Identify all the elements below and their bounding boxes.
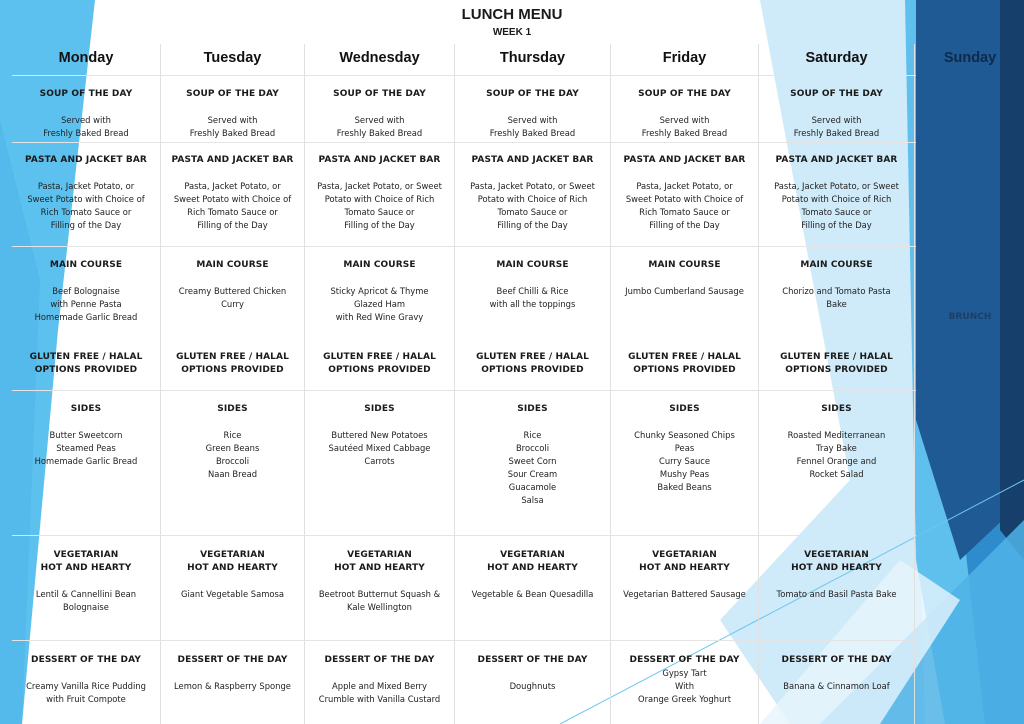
section-heading-soup: SOUP OF THE DAY xyxy=(790,89,883,99)
menu-cell-sides xyxy=(613,403,756,494)
section-heading-sides: SIDES xyxy=(669,404,700,414)
section-heading-sides: SIDES xyxy=(217,404,248,414)
menu-cell-gluten xyxy=(761,351,912,390)
section-heading-dessert: DESSERT OF THE DAY xyxy=(781,655,892,665)
menu-cell-soup xyxy=(457,88,608,140)
menu-item-pasta: Pasta, Jacket Potato, or Sweet Potato with Choice of Rich Tomato Sauce or Filling of the Day xyxy=(173,181,292,230)
menu-item-veg: Giant Vegetable Samosa xyxy=(180,589,284,599)
menu-item-sides: Roasted Mediterranean Tray Bake Fennel Orange and Rocket Salad xyxy=(787,430,886,479)
section-heading-soup: SOUP OF THE DAY xyxy=(486,89,579,99)
menu-item-veg: Lentil & Cannellini Bean Bolognaise xyxy=(35,589,137,612)
menu-cell-veg xyxy=(14,549,158,614)
menu-item-sides: Chunky Seasoned Chips Peas Curry Sauce Mushy Peas Baked Beans xyxy=(634,430,735,492)
section-heading-soup: SOUP OF THE DAY xyxy=(39,89,133,99)
menu-item-soup: Served with Freshly Baked Bread xyxy=(189,115,276,138)
menu-cell-veg xyxy=(307,549,452,614)
sunday-brunch: BRUNCH xyxy=(948,312,992,322)
menu-item-main: Beef Bolognaise with Penne Pasta Homemade Garlic Bread xyxy=(34,286,138,322)
menu-cell-sides xyxy=(307,403,452,468)
menu-item-pasta: Pasta, Jacket Potato, or Sweet Potato with Choice of Rich Tomato Sauce or Filling of the Day xyxy=(625,181,744,230)
menu-cell-soup xyxy=(163,88,302,140)
section-heading-pasta: PASTA AND JACKET BAR xyxy=(171,155,294,165)
day-column-monday xyxy=(12,0,160,724)
section-heading-veg: VEGETARIAN HOT AND HEARTY xyxy=(639,550,730,573)
menu-cell-pasta xyxy=(14,154,158,232)
section-heading-gluten: GLUTEN FREE / HALAL OPTIONS PROVIDED xyxy=(176,352,289,375)
section-heading-gluten: GLUTEN FREE / HALAL OPTIONS PROVIDED xyxy=(780,352,893,375)
menu-cell-pasta xyxy=(307,154,452,232)
section-heading-main: MAIN COURSE xyxy=(343,260,416,270)
menu-cell-sides xyxy=(761,403,912,481)
menu-cell-gluten xyxy=(163,351,302,390)
section-heading-veg: VEGETARIAN HOT AND HEARTY xyxy=(40,550,132,573)
menu-item-pasta: Pasta, Jacket Potato, or Sweet Potato with Choice of Rich Tomato Sauce or Filling of the Day xyxy=(317,181,442,230)
section-heading-veg: VEGETARIAN HOT AND HEARTY xyxy=(487,550,578,573)
menu-cell-dessert xyxy=(613,654,756,706)
menu-item-main: Chorizo and Tomato Pasta Bake xyxy=(782,286,891,309)
menu-cell-veg xyxy=(761,549,912,601)
section-heading-dessert: DESSERT OF THE DAY xyxy=(31,655,141,665)
day-column-thursday xyxy=(455,0,610,724)
menu-cell-soup xyxy=(14,88,158,140)
menu-item-veg: Tomato and Basil Pasta Bake xyxy=(776,589,897,599)
section-heading-sides: SIDES xyxy=(517,404,548,414)
section-heading-gluten: GLUTEN FREE / HALAL OPTIONS PROVIDED xyxy=(323,352,436,375)
menu-cell-pasta xyxy=(163,154,302,232)
menu-cell-sides xyxy=(457,403,608,507)
menu-item-veg: Vegetarian Battered Sausage xyxy=(623,589,746,599)
section-heading-main: MAIN COURSE xyxy=(648,260,721,270)
day-header-thursday: Thursday xyxy=(499,50,566,66)
section-heading-main: MAIN COURSE xyxy=(196,260,269,270)
menu-item-pasta: Pasta, Jacket Potato, or Sweet Potato with Choice of Rich Tomato Sauce or Filling of the Day xyxy=(774,181,899,230)
menu-item-dessert: Lemon & Raspberry Sponge xyxy=(174,681,291,691)
menu-cell-soup xyxy=(307,88,452,140)
menu-item-dessert: Banana & Cinnamon Loaf xyxy=(783,681,890,691)
menu-item-dessert: Apple and Mixed Berry Crumble with Vanilla Custard xyxy=(318,681,441,704)
day-header-wednesday: Wednesday xyxy=(339,50,420,66)
menu-cell-soup xyxy=(613,88,756,140)
menu-cell-pasta xyxy=(613,154,756,232)
day-column-sunday xyxy=(916,0,1024,724)
menu-cell-veg xyxy=(613,549,756,601)
menu-cell-gluten xyxy=(307,351,452,390)
menu-cell-dessert xyxy=(14,654,158,706)
menu-item-soup: Served with Freshly Baked Bread xyxy=(641,115,728,138)
day-column-friday xyxy=(611,0,758,724)
section-heading-dessert: DESSERT OF THE DAY xyxy=(477,655,588,665)
menu-item-sides: Buttered New Potatoes Sautéed Mixed Cabbage Carrots xyxy=(328,430,431,466)
menu-item-dessert: Doughnuts xyxy=(509,681,556,691)
section-heading-pasta: PASTA AND JACKET BAR xyxy=(25,155,147,165)
day-header-tuesday: Tuesday xyxy=(203,50,262,66)
day-column-wednesday xyxy=(305,0,454,724)
menu-item-sides: Butter Sweetcorn Steamed Peas Homemade Garlic Bread xyxy=(34,430,138,466)
section-heading-veg: VEGETARIAN HOT AND HEARTY xyxy=(334,550,425,573)
menu-item-main: Sticky Apricot & Thyme Glazed Ham with Red Wine Gravy xyxy=(330,286,429,322)
menu-cell-veg xyxy=(457,549,608,601)
section-heading-main: MAIN COURSE xyxy=(496,260,569,270)
menu-item-main: Creamy Buttered Chicken Curry xyxy=(178,286,287,309)
section-heading-sides: SIDES xyxy=(70,404,102,414)
menu-item-sides: Rice Broccoli Sweet Corn Sour Cream Guacamole Salsa xyxy=(507,430,558,505)
menu-item-soup: Served with Freshly Baked Bread xyxy=(489,115,576,138)
menu-cell-gluten xyxy=(457,351,608,390)
section-heading-gluten: GLUTEN FREE / HALAL OPTIONS PROVIDED xyxy=(628,352,741,375)
menu-item-main: Jumbo Cumberland Sausage xyxy=(625,286,744,296)
menu-item-main: Beef Chilli & Rice with all the toppings xyxy=(489,286,576,309)
menu-cell-main xyxy=(14,259,158,324)
section-heading-veg: VEGETARIAN HOT AND HEARTY xyxy=(791,550,882,573)
menu-item-veg: Beetroot Butternut Squash & Kale Wellington xyxy=(318,589,441,612)
menu-cell-main xyxy=(457,259,608,311)
section-heading-sides: SIDES xyxy=(364,404,395,414)
menu-cell-gluten xyxy=(613,351,756,390)
section-heading-dessert: DESSERT OF THE DAY xyxy=(177,655,288,665)
day-header-friday: Friday xyxy=(662,50,707,66)
grid-vline xyxy=(914,44,915,724)
section-heading-veg: VEGETARIAN HOT AND HEARTY xyxy=(187,550,278,573)
menu-cell-sides xyxy=(14,403,158,468)
menu-cell-main xyxy=(307,259,452,324)
menu-item-pasta: Pasta, Jacket Potato, or Sweet Potato with Choice of Rich Tomato Sauce or Filling of the Day xyxy=(470,181,595,230)
menu-cell-sides xyxy=(163,403,302,481)
menu-item-soup: Served with Freshly Baked Bread xyxy=(336,115,423,138)
menu-cell-dessert xyxy=(163,654,302,693)
section-heading-dessert: DESSERT OF THE DAY xyxy=(324,655,435,665)
section-heading-main: MAIN COURSE xyxy=(49,260,123,270)
day-header-sunday: Sunday xyxy=(943,50,997,66)
section-heading-sides: SIDES xyxy=(821,404,852,414)
menu-cell-main xyxy=(761,259,912,311)
menu-item-dessert: Gypsy Tart With Orange Greek Yoghurt xyxy=(638,668,731,704)
section-heading-main: MAIN COURSE xyxy=(800,260,873,270)
menu-cell-dessert xyxy=(307,654,452,706)
day-column-saturday xyxy=(759,0,914,724)
menu-item-dessert: Creamy Vanilla Rice Pudding with Fruit Compote xyxy=(26,681,146,704)
menu-title: LUNCH MENU xyxy=(461,6,563,23)
section-heading-gluten: GLUTEN FREE / HALAL OPTIONS PROVIDED xyxy=(476,352,589,375)
menu-item-soup: Served with Freshly Baked Bread xyxy=(43,115,129,138)
section-heading-pasta: PASTA AND JACKET BAR xyxy=(623,155,746,165)
menu-cell-dessert xyxy=(457,654,608,693)
menu-cell-main xyxy=(163,259,302,311)
section-heading-pasta: PASTA AND JACKET BAR xyxy=(775,155,898,165)
menu-cell-dessert xyxy=(761,654,912,693)
section-heading-pasta: PASTA AND JACKET BAR xyxy=(471,155,594,165)
section-heading-pasta: PASTA AND JACKET BAR xyxy=(318,155,441,165)
menu-cell-gluten xyxy=(14,351,158,390)
section-heading-soup: SOUP OF THE DAY xyxy=(186,89,279,99)
menu-item-pasta: Pasta, Jacket Potato, or Sweet Potato with Choice of Rich Tomato Sauce or Filling of the Day xyxy=(27,181,145,230)
day-header-saturday: Saturday xyxy=(805,50,868,66)
menu-item-veg: Vegetable & Bean Quesadilla xyxy=(471,589,594,599)
menu-item-soup: Served with Freshly Baked Bread xyxy=(793,115,880,138)
section-heading-soup: SOUP OF THE DAY xyxy=(638,89,731,99)
section-heading-gluten: GLUTEN FREE / HALAL OPTIONS PROVIDED xyxy=(29,352,143,375)
section-heading-soup: SOUP OF THE DAY xyxy=(333,89,426,99)
menu-week: WEEK 1 xyxy=(492,27,532,38)
menu-cell-veg xyxy=(163,549,302,601)
menu-cell-main xyxy=(613,259,756,298)
section-heading-dessert: DESSERT OF THE DAY xyxy=(629,655,740,665)
menu-cell-soup xyxy=(761,88,912,140)
day-column-tuesday xyxy=(161,0,304,724)
menu-cell-pasta xyxy=(761,154,912,232)
menu-cell-pasta xyxy=(457,154,608,232)
day-header-monday: Monday xyxy=(58,50,114,66)
menu-item-sides: Rice Green Beans Broccoli Naan Bread xyxy=(205,430,260,479)
